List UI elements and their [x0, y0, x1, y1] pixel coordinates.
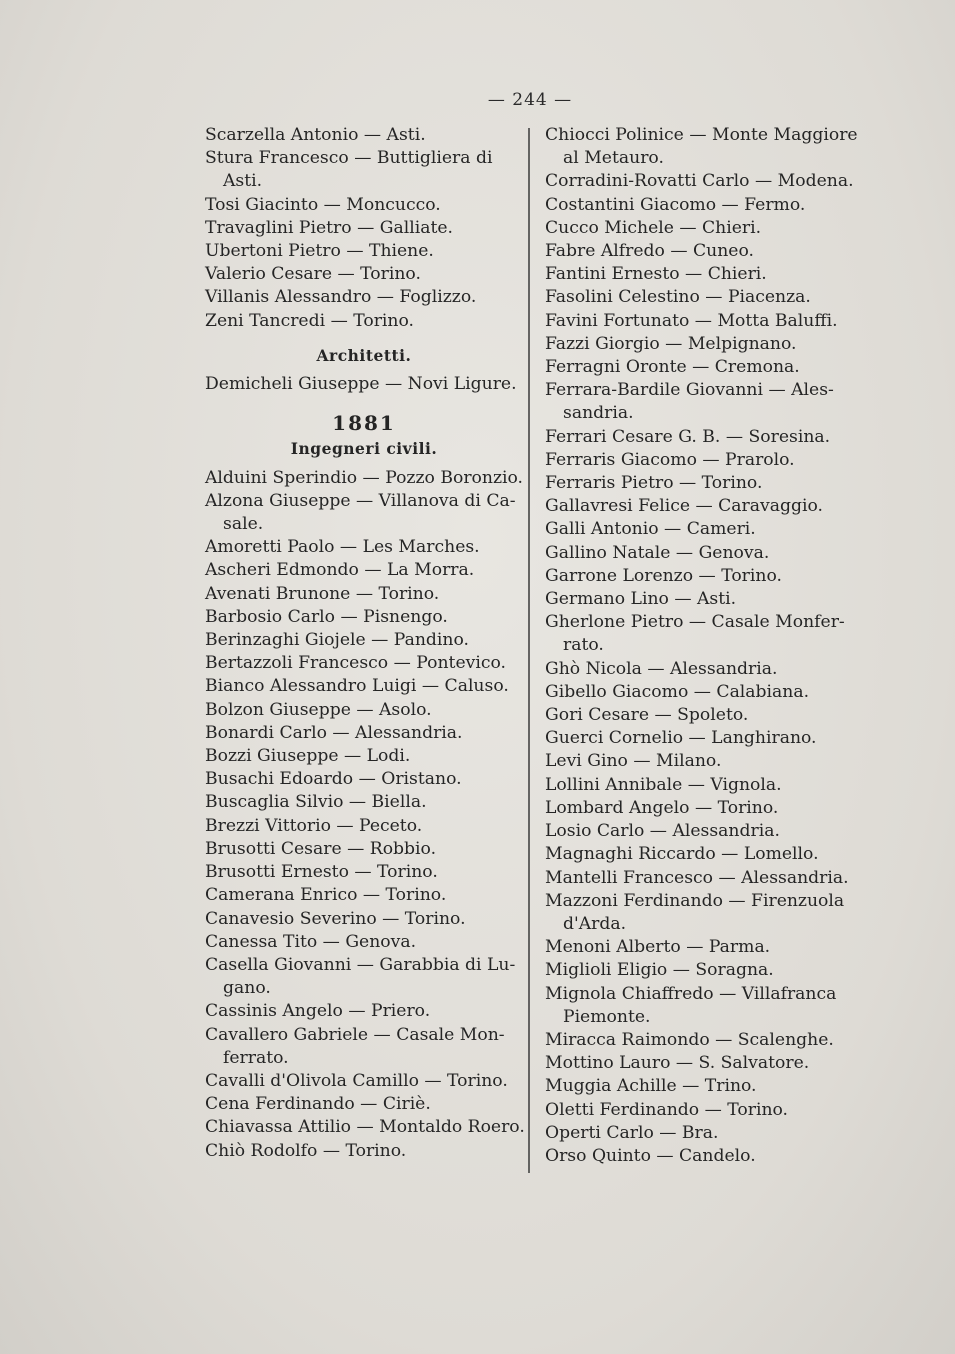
list-entry: Cavallero Gabriele — Casale Mon- [205, 1024, 505, 1045]
list-entry: Orso Quinto — Candelo. [545, 1145, 756, 1166]
list-entry-continuation: gano. [223, 978, 271, 999]
list-entry: Losio Carlo — Alessandria. [545, 821, 780, 842]
list-entry: Oletti Ferdinando — Torino. [545, 1099, 789, 1120]
list-entry: Gallavresi Felice — Caravaggio. [545, 496, 823, 517]
list-entry-continuation: sale. [223, 514, 264, 535]
list-entry-continuation: ferrato. [223, 1047, 289, 1068]
list-entry: Magnaghi Riccardo — Lomello. [545, 844, 819, 865]
list-entry: Garrone Lorenzo — Torino. [545, 565, 782, 586]
list-entry: Gherlone Pietro — Casale Monfer- [545, 612, 845, 633]
list-entry: Fantini Ernesto — Chieri. [545, 264, 767, 285]
list-entry: Favini Fortunato — Motta Baluffi. [545, 310, 838, 331]
list-entry: Canavesio Severino — Torino. [205, 908, 466, 929]
list-entry: Levi Gino — Milano. [545, 751, 722, 772]
list-entry: Germano Lino — Asti. [545, 589, 737, 610]
list-entry: Lollini Annibale — Vignola. [545, 774, 782, 795]
section-heading-architetti: Architetti. [316, 345, 412, 365]
list-entry: Fabre Alfredo — Cuneo. [545, 241, 754, 262]
section-heading-ingegneri: Ingegneri civili. [290, 439, 438, 459]
list-entry: Cucco Michele — Chieri. [545, 217, 762, 238]
list-entry: Alzona Giuseppe — Villanova di Ca- [205, 490, 516, 511]
list-entry: Avenati Brunone — Torino. [205, 583, 440, 604]
list-entry: Ferraris Pietro — Torino. [545, 473, 763, 494]
list-entry: Bianco Alessandro Luigi — Caluso. [205, 676, 509, 697]
list-entry: Muggia Achille — Trino. [545, 1076, 757, 1097]
list-entry-continuation: Asti. [223, 171, 263, 192]
list-entry: Galli Antonio — Cameri. [545, 519, 756, 540]
list-entry: Gallino Natale — Genova. [545, 542, 770, 563]
list-entry: Barbosio Carlo — Pisnengo. [205, 606, 448, 627]
list-entry: Canessa Tito — Genova. [205, 931, 417, 952]
list-entry: Travaglini Pietro — Galliate. [205, 217, 453, 238]
list-entry: Lombard Angelo — Torino. [545, 797, 779, 818]
list-entry-continuation: al Metauro. [563, 148, 664, 169]
list-entry: Bolzon Giuseppe — Asolo. [205, 699, 432, 720]
list-entry: Brusotti Ernesto — Torino. [205, 862, 438, 883]
list-entry: Ferrari Cesare G. B. — Soresina. [545, 426, 831, 447]
year-heading: 1881 [332, 411, 396, 436]
list-entry: Mazzoni Ferdinando — Firenzuola [545, 890, 845, 911]
list-entry: Chiavassa Attilio — Montaldo Roero. [205, 1117, 525, 1138]
left-entries-a [205, 124, 523, 333]
list-entry: Villanis Alessandro — Foglizzo. [205, 287, 477, 308]
list-entry: Amoretti Paolo — Les Marches. [205, 537, 480, 558]
list-entry: Chiò Rodolfo — Torino. [205, 1140, 407, 1161]
left-entries-c [205, 467, 523, 1163]
list-entry: Cavalli d'Olivola Camillo — Torino. [205, 1070, 508, 1091]
list-entry: Fazzi Giorgio — Melpignano. [545, 333, 797, 354]
list-entry: Gibello Giacomo — Calabiana. [545, 681, 810, 702]
list-entry-continuation: Piemonte. [563, 1006, 651, 1027]
list-entry: Bozzi Giuseppe — Lodi. [205, 746, 411, 767]
list-entry-continuation: sandria. [563, 403, 634, 424]
right-column [545, 124, 865, 1168]
list-entry: Brezzi Vittorio — Peceto. [205, 815, 423, 836]
list-entry: Tosi Giacinto — Moncucco. [205, 194, 441, 215]
list-entry: Guerci Cornelio — Langhirano. [545, 728, 817, 749]
list-entry-continuation: d'Arda. [563, 913, 627, 934]
list-entry: Ferrara-Bardile Giovanni — Ales- [545, 380, 834, 401]
left-entries-b [205, 373, 523, 396]
list-entry: Bonardi Carlo — Alessandria. [205, 722, 463, 743]
list-entry: Stura Francesco — Buttigliera di [205, 148, 493, 169]
list-entry: Brusotti Cesare — Robbio. [205, 838, 437, 859]
list-entry: Gori Cesare — Spoleto. [545, 705, 749, 726]
list-entry: Ferragni Oronte — Cremona. [545, 357, 800, 378]
list-entry: Corradini-Rovatti Carlo — Modena. [545, 171, 854, 192]
left-column [205, 124, 523, 1163]
list-entry: Menoni Alberto — Parma. [545, 937, 771, 958]
list-entry: Miracca Raimondo — Scalenghe. [545, 1029, 834, 1050]
list-entry: Ghò Nicola — Alessandria. [545, 658, 778, 679]
list-entry: Alduini Sperindio — Pozzo Boronzio. [205, 467, 524, 488]
list-entry: Cena Ferdinando — Ciriè. [205, 1094, 431, 1115]
list-entry: Ferraris Giacomo — Prarolo. [545, 449, 795, 470]
list-entry: Buscaglia Silvio — Biella. [205, 792, 427, 813]
list-entry: Costantini Giacomo — Fermo. [545, 194, 806, 215]
list-entry: Chiocci Polinice — Monte Maggiore [545, 125, 858, 145]
list-entry: Mottino Lauro — S. Salvatore. [545, 1053, 810, 1074]
list-entry: Valerio Cesare — Torino. [205, 264, 421, 285]
list-entry: Ubertoni Pietro — Thiene. [205, 241, 434, 262]
list-entry: Miglioli Eligio — Soragna. [545, 960, 774, 981]
list-entry: Berinzaghi Giojele — Pandino. [205, 630, 469, 651]
page-number: — 244 — [487, 90, 573, 110]
list-entry: Mignola Chiaffredo — Villafranca [545, 983, 837, 1004]
list-entry: Casella Giovanni — Garabbia di Lu- [205, 954, 516, 975]
list-entry: Zeni Tancredi — Torino. [205, 310, 414, 331]
list-entry: Demicheli Giuseppe — Novi Ligure. [205, 374, 517, 395]
list-entry: Busachi Edoardo — Oristano. [205, 769, 462, 790]
list-entry: Scarzella Antonio — Asti. [205, 125, 426, 145]
list-entry: Fasolini Celestino — Piacenza. [545, 287, 811, 308]
list-entry: Ascheri Edmondo — La Morra. [205, 560, 475, 581]
column-divider [528, 128, 530, 1173]
list-entry-continuation: rato. [563, 635, 604, 656]
list-entry: Cassinis Angelo — Priero. [205, 1001, 431, 1022]
list-entry: Operti Carlo — Bra. [545, 1122, 719, 1143]
list-entry: Bertazzoli Francesco — Pontevico. [205, 653, 506, 674]
list-entry: Mantelli Francesco — Alessandria. [545, 867, 849, 888]
list-entry: Camerana Enrico — Torino. [205, 885, 447, 906]
